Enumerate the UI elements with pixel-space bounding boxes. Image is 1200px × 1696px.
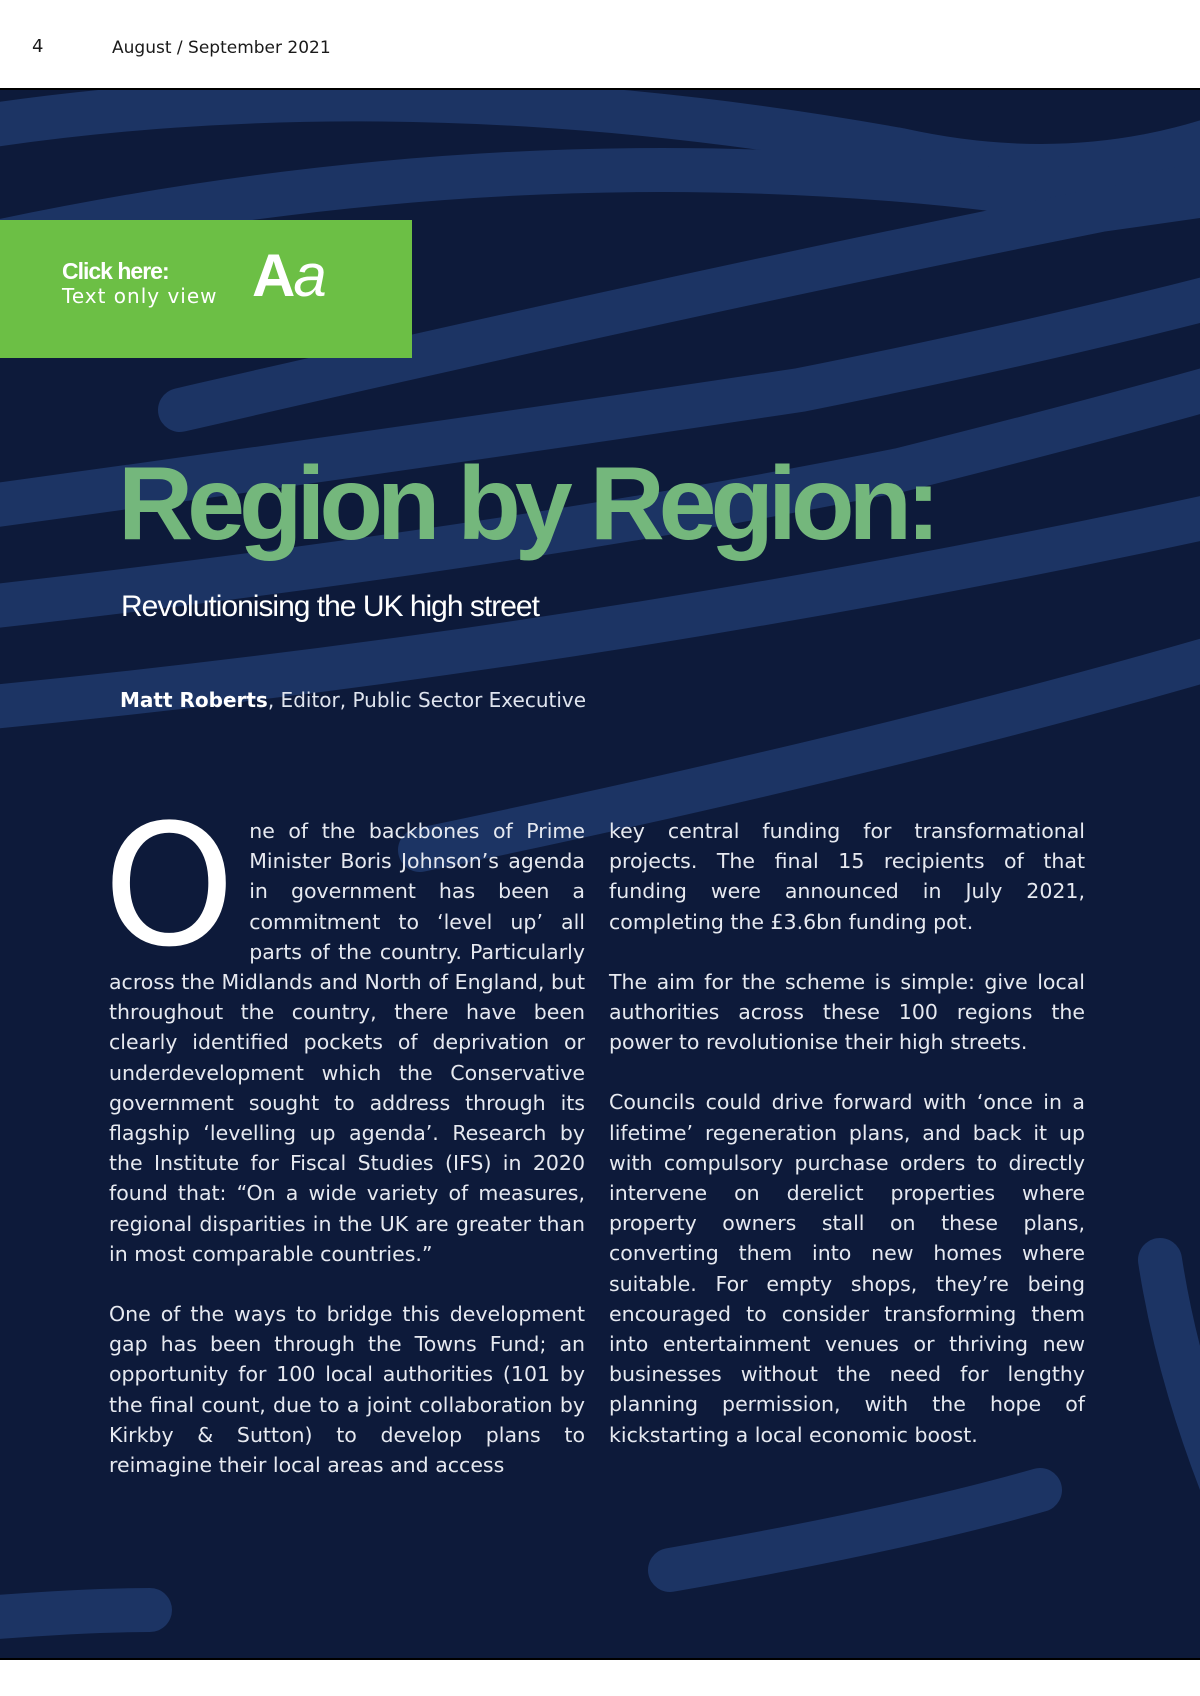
text-only-view-label: Text only view [62, 284, 218, 308]
article-paragraph: Councils could drive forward with ‘once in a lifetime’ regeneration plans, and back it up with compulsory purchase orders to directly intervene on derelict properties where property owners stall on these plans, converting them into new homes where suitable. For empty shops, they’re being encouraged to consider transforming them into entertainment venues or thriving new businesses without the need for lengthy planning permission, with the hope of kickstarting a local economic boost. [609, 1090, 1085, 1447]
article-column-left [103, 788, 585, 1510]
byline-role: , Editor, Public Sector Executive [267, 688, 587, 712]
issue-date: August / September 2021 [112, 38, 331, 58]
article-title: Region by Region: [118, 446, 935, 562]
article-byline [120, 688, 586, 712]
text-size-icon: Aa [252, 242, 327, 309]
page-header [0, 0, 1200, 88]
article-paragraph: key central funding for transformational projects. The final 15 recipients of that funding were announced in July 2021, completing the £3.6bn funding pot. [609, 819, 1085, 934]
page-number: 4 [32, 36, 44, 57]
article-paragraph: One of the backbones of Prime Minister Boris Johnson’s agenda in government has been a commitment to ‘level up’ all parts of the country. Particularly across the Midlands and North of England, but throughout the country, there have been clearly identified pockets of deprivation or underdevelopment which the Conservative government sought to address through its flagship ‘levelling up agenda’. Research by the Institute for Fiscal Studies (IFS) in 2020 found that: “On a wide variety of measures, regional disparities in the UK are greater than in most comparable countries.” [103, 788, 585, 1266]
article-paragraph: The aim for the scheme is simple: give local authorities across these 100 regions the power to revolutionise their high streets. [609, 969, 1085, 1055]
article-subtitle: Revolutionising the UK high street [121, 590, 539, 623]
article-page [0, 88, 1200, 1660]
article-paragraph: One of the ways to bridge this development gap has been through the Towns Fund; an opportunity for 100 local authorities (101 by the final count, due to a joint collaboration by Kirkby & Sutton) to develop plans to reimagine their local areas and access [109, 1302, 585, 1478]
click-here-label: Click here: [62, 258, 169, 284]
text-only-view-button[interactable] [0, 220, 412, 358]
byline-author: Matt Roberts [120, 688, 268, 712]
drop-cap: O [103, 788, 236, 984]
article-column-right [609, 816, 1085, 1480]
